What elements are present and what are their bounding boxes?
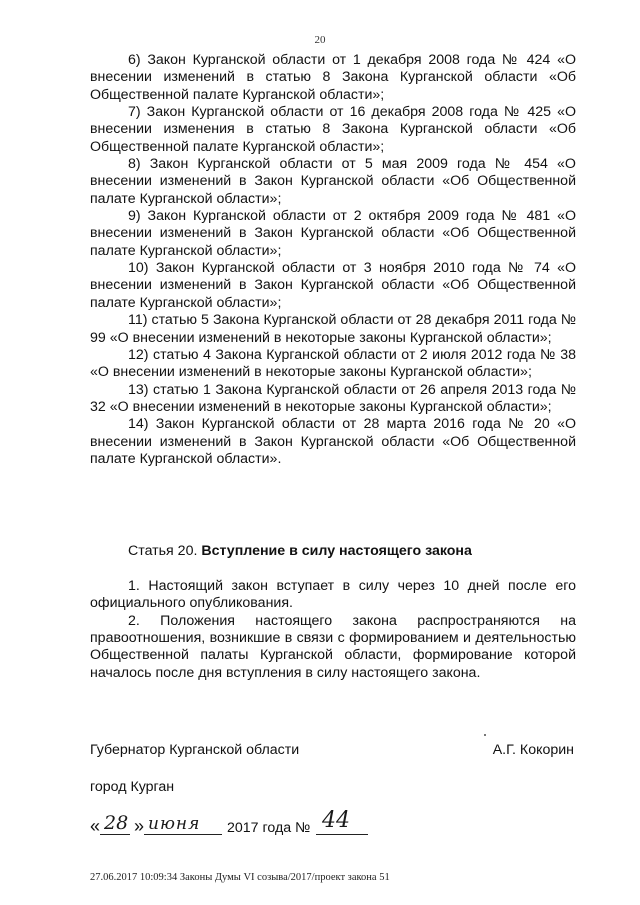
- day-underline: [100, 834, 130, 835]
- handwritten-month: июня: [148, 814, 201, 834]
- page-number: 20: [314, 34, 326, 46]
- amendment-list: [90, 52, 576, 468]
- list-item: 6) Закон Курганской области от 1 декабря 2008 года № 424 «О внесении изменений в статью 8 Закона Курганской области «Об Общественной палате Курганской области»;: [90, 52, 576, 103]
- list-item: 11) статью 5 Закона Курганской области от 28 декабря 2011 года № 99 «О внесении изменений в некоторые законы Курганской области»;: [90, 312, 576, 346]
- paragraph: 1. Настоящий закон вступает в силу через 10 дней после его официального опубликования.: [90, 578, 576, 612]
- list-item: 13) статью 1 Закона Курганской области от 26 апреля 2013 года № 32 «О внесении изменений в некоторые законы Курганской области»;: [90, 381, 576, 415]
- open-quote: «: [90, 816, 101, 836]
- scan-mark: [484, 734, 486, 736]
- final-provisions: [90, 578, 576, 682]
- signatory-name: А.Г. Кокорин: [492, 742, 574, 758]
- handwritten-day: 28: [104, 812, 129, 834]
- list-item: 10) Закон Курганской области от 3 ноября 2010 года № 74 «О внесении изменений в Закон Курганской области «Об Общественной палате Курганской области»;: [90, 260, 576, 311]
- handwritten-number: 44: [322, 808, 350, 833]
- list-item: 14) Закон Курганской области от 28 марта 2016 года № 20 «О внесении изменений в Закон Курганской области «Об Общественной палате Курганской области».: [90, 416, 576, 467]
- city: город Курган: [90, 779, 175, 795]
- year-text: 2017 года №: [227, 820, 311, 836]
- list-item: 7) Закон Курганской области от 16 декабря 2008 года № 425 «О внесении изменения в статью 8 Закона Курганской области «Об Общественной палате Курганской области»;: [90, 104, 577, 155]
- signature-block: [90, 742, 574, 762]
- paragraph: 2. Положения настоящего закона распространяются на правоотношения, возникшие в связи с формированием и деятельностью Общественной палаты Курганской области, формирование которой началось после дня вступления в силу настоящего закона.: [90, 612, 576, 681]
- list-item: 8) Закон Курганской области от 5 мая 2009 года № 454 «О внесении изменений в Закон Курганской области «Об Общественной палате Курганской области»;: [90, 156, 576, 207]
- list-item: 9) Закон Курганской области от 2 октября 2009 года № 481 «О внесении изменений в Закон Курганской области «Об Общественной палате Курганской области»;: [90, 208, 576, 259]
- section-title: Вступление в силу настоящего закона: [201, 543, 472, 559]
- date-line: [90, 808, 390, 838]
- number-underline: [316, 834, 368, 835]
- month-underline: [144, 834, 222, 835]
- close-quote: »: [134, 816, 145, 836]
- section-heading: [128, 543, 588, 560]
- footer-stamp: 27.06.2017 10:09:34 Законы Думы VI созыва/2017/проект закона 51: [90, 872, 390, 883]
- signatory-position: Губернатор Курганской области: [90, 742, 300, 758]
- section-prefix: Статья 20.: [128, 543, 198, 559]
- list-item: 12) статью 4 Закона Курганской области от 2 июля 2012 года № 38 «О внесении изменений в некоторые законы Курганской области»;: [90, 346, 576, 381]
